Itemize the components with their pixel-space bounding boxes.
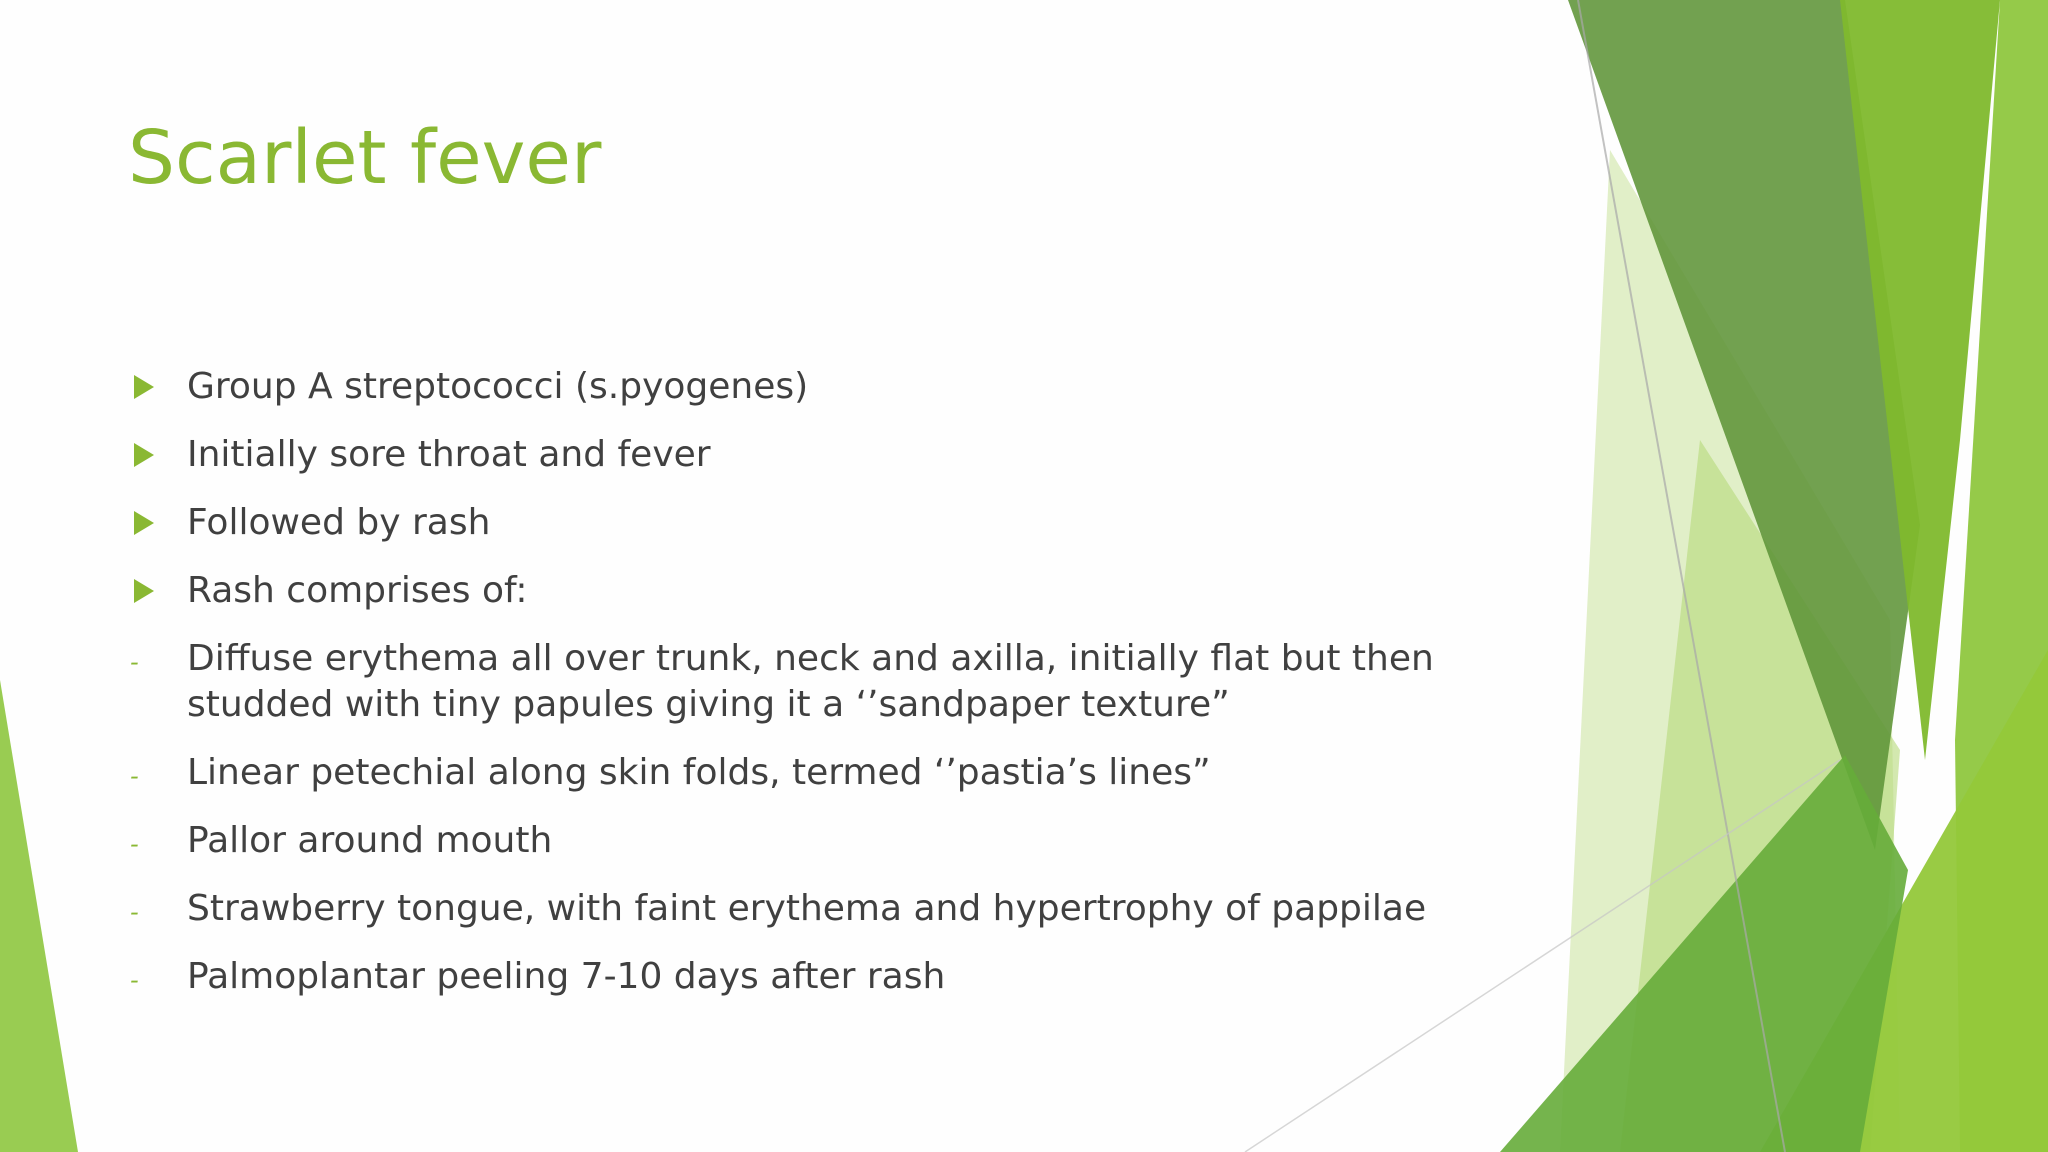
list-item-text: Strawberry tongue, with faint erythema and hypertrophy of pappilae <box>187 888 1427 929</box>
list-item <box>128 886 1458 932</box>
triangle-bullet-icon <box>128 568 154 614</box>
triangle-bullet-icon <box>128 364 154 410</box>
list-item <box>128 954 1458 1000</box>
list-item <box>128 568 1458 614</box>
bullet-list <box>128 364 1458 1022</box>
dash-bullet-icon: - <box>130 762 139 790</box>
dash-bullet-icon: - <box>130 648 139 676</box>
list-item-text: Linear petechial along skin folds, termed ‘’pastia’s lines” <box>187 752 1211 793</box>
list-item <box>128 364 1458 410</box>
left-accent-shape <box>0 680 78 1152</box>
triangle-bullet-icon <box>128 500 154 546</box>
dash-bullet-icon: - <box>130 898 139 926</box>
list-item-text: Initially sore throat and fever <box>187 434 711 475</box>
slide-title: Scarlet fever <box>128 115 602 201</box>
list-item <box>128 750 1458 796</box>
list-item-text: Palmoplantar peeling 7-10 days after rash <box>187 956 946 997</box>
dash-bullet-icon: - <box>130 830 139 858</box>
list-item-text: Followed by rash <box>187 502 491 543</box>
list-item-text: Rash comprises of: <box>187 570 528 611</box>
list-item-text: Pallor around mouth <box>187 820 553 861</box>
list-item <box>128 432 1458 478</box>
triangle-bullet-icon <box>128 432 154 478</box>
list-item <box>128 818 1458 864</box>
list-item-text: Group A streptococci (s.pyogenes) <box>187 366 809 407</box>
dash-bullet-icon: - <box>130 966 139 994</box>
list-item <box>128 636 1458 728</box>
list-item-text: Diffuse erythema all over trunk, neck and axilla, initially flat but then studded with tiny papules giving it a ‘’sandpaper texture” <box>187 638 1434 725</box>
list-item <box>128 500 1458 546</box>
